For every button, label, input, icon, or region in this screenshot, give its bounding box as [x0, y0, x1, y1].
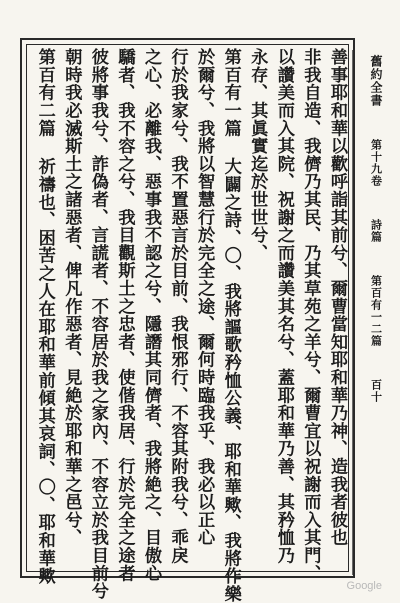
text-column: 第百有二篇 祈禱也、困苦之人在耶和華前傾其哀詞、〇、耶和華歟 — [34, 48, 55, 585]
page-number: 百十 — [369, 379, 383, 403]
running-header — [357, 55, 395, 575]
section-label: 詩篇 — [369, 219, 383, 243]
body-text — [32, 48, 348, 603]
book-title: 舊約全書 — [369, 55, 383, 107]
text-column: 驕者、我不容之兮、我目觀斯土之忠者、使偕我居、行於完全之途者 — [114, 48, 135, 582]
text-column: 永存、其眞實迄於世世兮、 — [247, 48, 268, 262]
text-column: 以讚美而入其院、祝謝之而讚美其名兮、蓋耶和華乃善、其矜恤乃 — [273, 48, 294, 565]
text-column: 之心、必離我、惡事我不認之兮、隱譖其同儕者、我將絶之、目傲心 — [140, 48, 161, 582]
text-column: 第百有一篇 大闢之詩、〇、我將謳歌矜恤公義、耶和華歟、我將作樂 — [220, 48, 241, 603]
text-column: 朝時我必滅斯土之諸惡者、俾凡作惡者、見絶於耶和華之邑兮、 — [61, 48, 82, 547]
scan-watermark: Google — [346, 580, 382, 592]
volume-label: 第十九卷 — [369, 139, 383, 187]
chapter-label: 第百有一二篇 — [369, 275, 383, 347]
text-column: 善事耶和華以歡呼詣其前兮、爾曹當知耶和華乃神、造我者彼也 — [326, 48, 347, 547]
header-divider-line — [352, 50, 353, 575]
text-column: 非我自造、我儕乃其民、乃其草苑之羊兮、爾曹宜以祝謝而入其門、 — [300, 48, 321, 582]
text-column: 彼將事我兮、詐偽者、言謊者、不容居於我之家內、不容立於我目前兮 — [87, 48, 108, 600]
text-column: 於爾兮、我將以智慧行於完全之途、爾何時臨我乎、我必以正心 — [194, 48, 215, 547]
text-column: 行於我家兮、我不置惡言於目前、我恨邪行、不容其附我兮、乖戾 — [167, 48, 188, 565]
